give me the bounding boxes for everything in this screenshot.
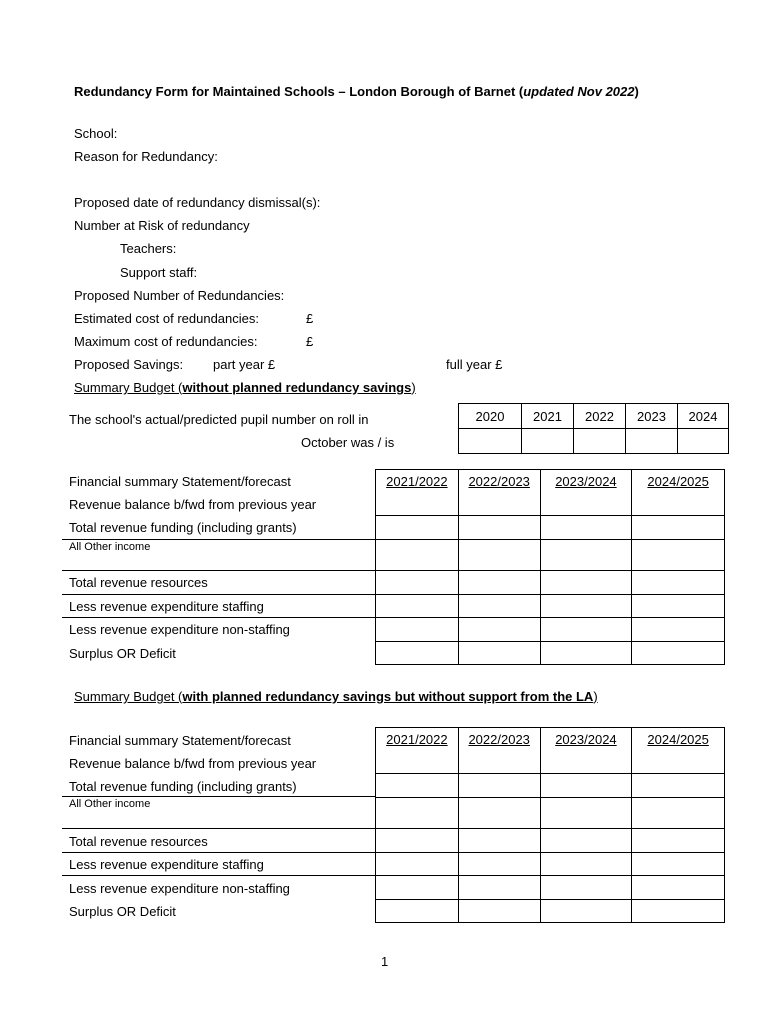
fin2-row-label: Total revenue funding (including grants) [69,779,297,794]
fin1-year-header: 2021/2022 [376,470,459,516]
fin2-year-header: 2023/2024 [540,728,632,774]
pupil-year-2020: 2020 [459,404,522,429]
fin1-cell[interactable] [458,540,540,571]
fin1-divider [62,570,376,571]
pupil-value-cell[interactable] [459,429,522,454]
title-close: ) [634,84,639,99]
pupil-year-2023: 2023 [626,404,678,429]
fin2-cell[interactable] [458,853,540,876]
fin2-cell[interactable] [540,774,632,798]
reason-label: Reason for Redundancy: [74,149,218,164]
fin1-cell[interactable] [540,571,632,595]
page-number: 1 [381,954,389,969]
fin2-row-label: Less revenue expenditure staffing [69,857,264,872]
proposed-date-label: Proposed date of redundancy dismissal(s): [74,195,321,210]
part-year-label: part year £ [213,357,276,372]
maximum-cost-label: Maximum cost of redundancies: [74,334,258,349]
fin2-divider [62,796,376,797]
fin1-year-header: 2023/2024 [540,470,632,516]
fin2-cell[interactable] [376,774,459,798]
teachers-label: Teachers: [120,241,177,256]
fin2-row-label: Financial summary Statement/forecast [69,733,291,748]
fin2-cell[interactable] [540,829,632,853]
financial-table-2 [375,727,725,923]
pupil-roll-label: The school's actual/predicted pupil number on roll in [69,412,369,427]
fin2-cell[interactable] [632,900,725,923]
pupil-year-2022: 2022 [574,404,626,429]
maximum-cost-currency: £ [306,334,314,349]
fin2-row-label: Total revenue resources [69,834,208,849]
fin1-cell[interactable] [376,540,459,571]
fin1-cell[interactable] [376,595,459,618]
fin2-cell[interactable] [376,798,459,829]
fin1-divider [62,617,376,618]
summary-budget-heading-1: Summary Budget (without planned redundancy savings) [74,380,416,395]
fin2-year-header: 2022/2023 [458,728,540,774]
fin1-row-label: Revenue balance b/fwd from previous year [69,497,317,512]
fin1-cell[interactable] [632,618,725,642]
fin2-cell[interactable] [632,829,725,853]
fin2-row-label: Revenue balance b/fwd from previous year [69,756,317,771]
fin2-cell[interactable] [632,853,725,876]
pupil-value-cell[interactable] [522,429,574,454]
fin1-row-label: Less revenue expenditure non-staffing [69,622,290,637]
pupil-year-2024: 2024 [678,404,729,429]
fin2-row-label: Surplus OR Deficit [69,904,176,919]
fin2-cell[interactable] [376,876,459,900]
fin2-cell[interactable] [376,900,459,923]
fin2-cell[interactable] [632,774,725,798]
fin1-cell[interactable] [458,571,540,595]
proposed-number-label: Proposed Number of Redundancies: [74,288,285,303]
fin1-cell[interactable] [376,618,459,642]
fin1-year-header: 2024/2025 [632,470,725,516]
pupil-value-cell[interactable] [678,429,729,454]
fin2-cell[interactable] [540,853,632,876]
fin2-cell[interactable] [632,876,725,900]
fin1-cell[interactable] [540,595,632,618]
fin2-row-label: All Other income [69,798,151,810]
summary-budget-heading-2: Summary Budget (with planned redundancy savings but without support from the LA) [74,689,598,704]
fin1-cell[interactable] [376,571,459,595]
support-staff-label: Support staff: [120,265,198,280]
fin1-cell[interactable] [632,571,725,595]
fin1-cell[interactable] [540,516,632,540]
fin1-row-label: Total revenue resources [69,575,208,590]
fin2-cell[interactable] [376,829,459,853]
fin2-cell[interactable] [458,798,540,829]
fin1-row-label: All Other income [69,541,151,553]
financial-table-1 [375,469,725,665]
fin2-cell[interactable] [458,774,540,798]
number-at-risk-label: Number at Risk of redundancy [74,218,250,233]
fin1-cell[interactable] [458,642,540,665]
fin2-year-header: 2021/2022 [376,728,459,774]
school-label: School: [74,126,118,141]
fin2-divider [62,828,376,829]
fin1-cell[interactable] [458,516,540,540]
fin1-year-header: 2022/2023 [458,470,540,516]
fin1-cell[interactable] [540,540,632,571]
fin2-row-label: Less revenue expenditure non-staffing [69,881,290,896]
pupil-value-cell[interactable] [626,429,678,454]
pupil-year-2021: 2021 [522,404,574,429]
pupil-value-cell[interactable] [574,429,626,454]
fin2-cell[interactable] [458,900,540,923]
estimated-cost-label: Estimated cost of redundancies: [74,311,259,326]
pupil-roll-label-line2: October was / is [301,435,395,450]
fin2-cell[interactable] [376,853,459,876]
fin1-row-label: Surplus OR Deficit [69,646,176,661]
fin1-cell[interactable] [632,540,725,571]
fin1-cell[interactable] [632,642,725,665]
fin2-cell[interactable] [540,876,632,900]
pupil-number-table [458,403,729,454]
fin1-cell[interactable] [458,618,540,642]
title-updated-date: updated Nov 2022 [523,84,635,99]
document-title [74,84,639,99]
proposed-savings-label: Proposed Savings: [74,357,184,372]
fin2-year-header: 2024/2025 [632,728,725,774]
fin1-cell[interactable] [458,595,540,618]
title-text: Redundancy Form for Maintained Schools – London Borough of Barnet ( [74,84,524,99]
fin2-divider [62,875,376,876]
fin1-row-label: Less revenue expenditure staffing [69,599,264,614]
fin2-cell[interactable] [540,798,632,829]
fin1-cell[interactable] [632,516,725,540]
estimated-cost-currency: £ [306,311,314,326]
fin1-cell[interactable] [540,642,632,665]
fin2-cell[interactable] [540,900,632,923]
fin1-divider [62,539,376,540]
fin1-cell[interactable] [540,618,632,642]
fin1-divider [62,594,376,595]
fin2-divider [62,852,376,853]
fin1-cell[interactable] [632,595,725,618]
fin1-row-label: Financial summary Statement/forecast [69,474,291,489]
fin2-cell[interactable] [458,876,540,900]
fin1-cell[interactable] [376,516,459,540]
fin1-row-label: Total revenue funding (including grants) [69,520,297,535]
fin1-cell[interactable] [376,642,459,665]
fin2-cell[interactable] [458,829,540,853]
full-year-label: full year £ [446,357,503,372]
fin2-cell[interactable] [632,798,725,829]
